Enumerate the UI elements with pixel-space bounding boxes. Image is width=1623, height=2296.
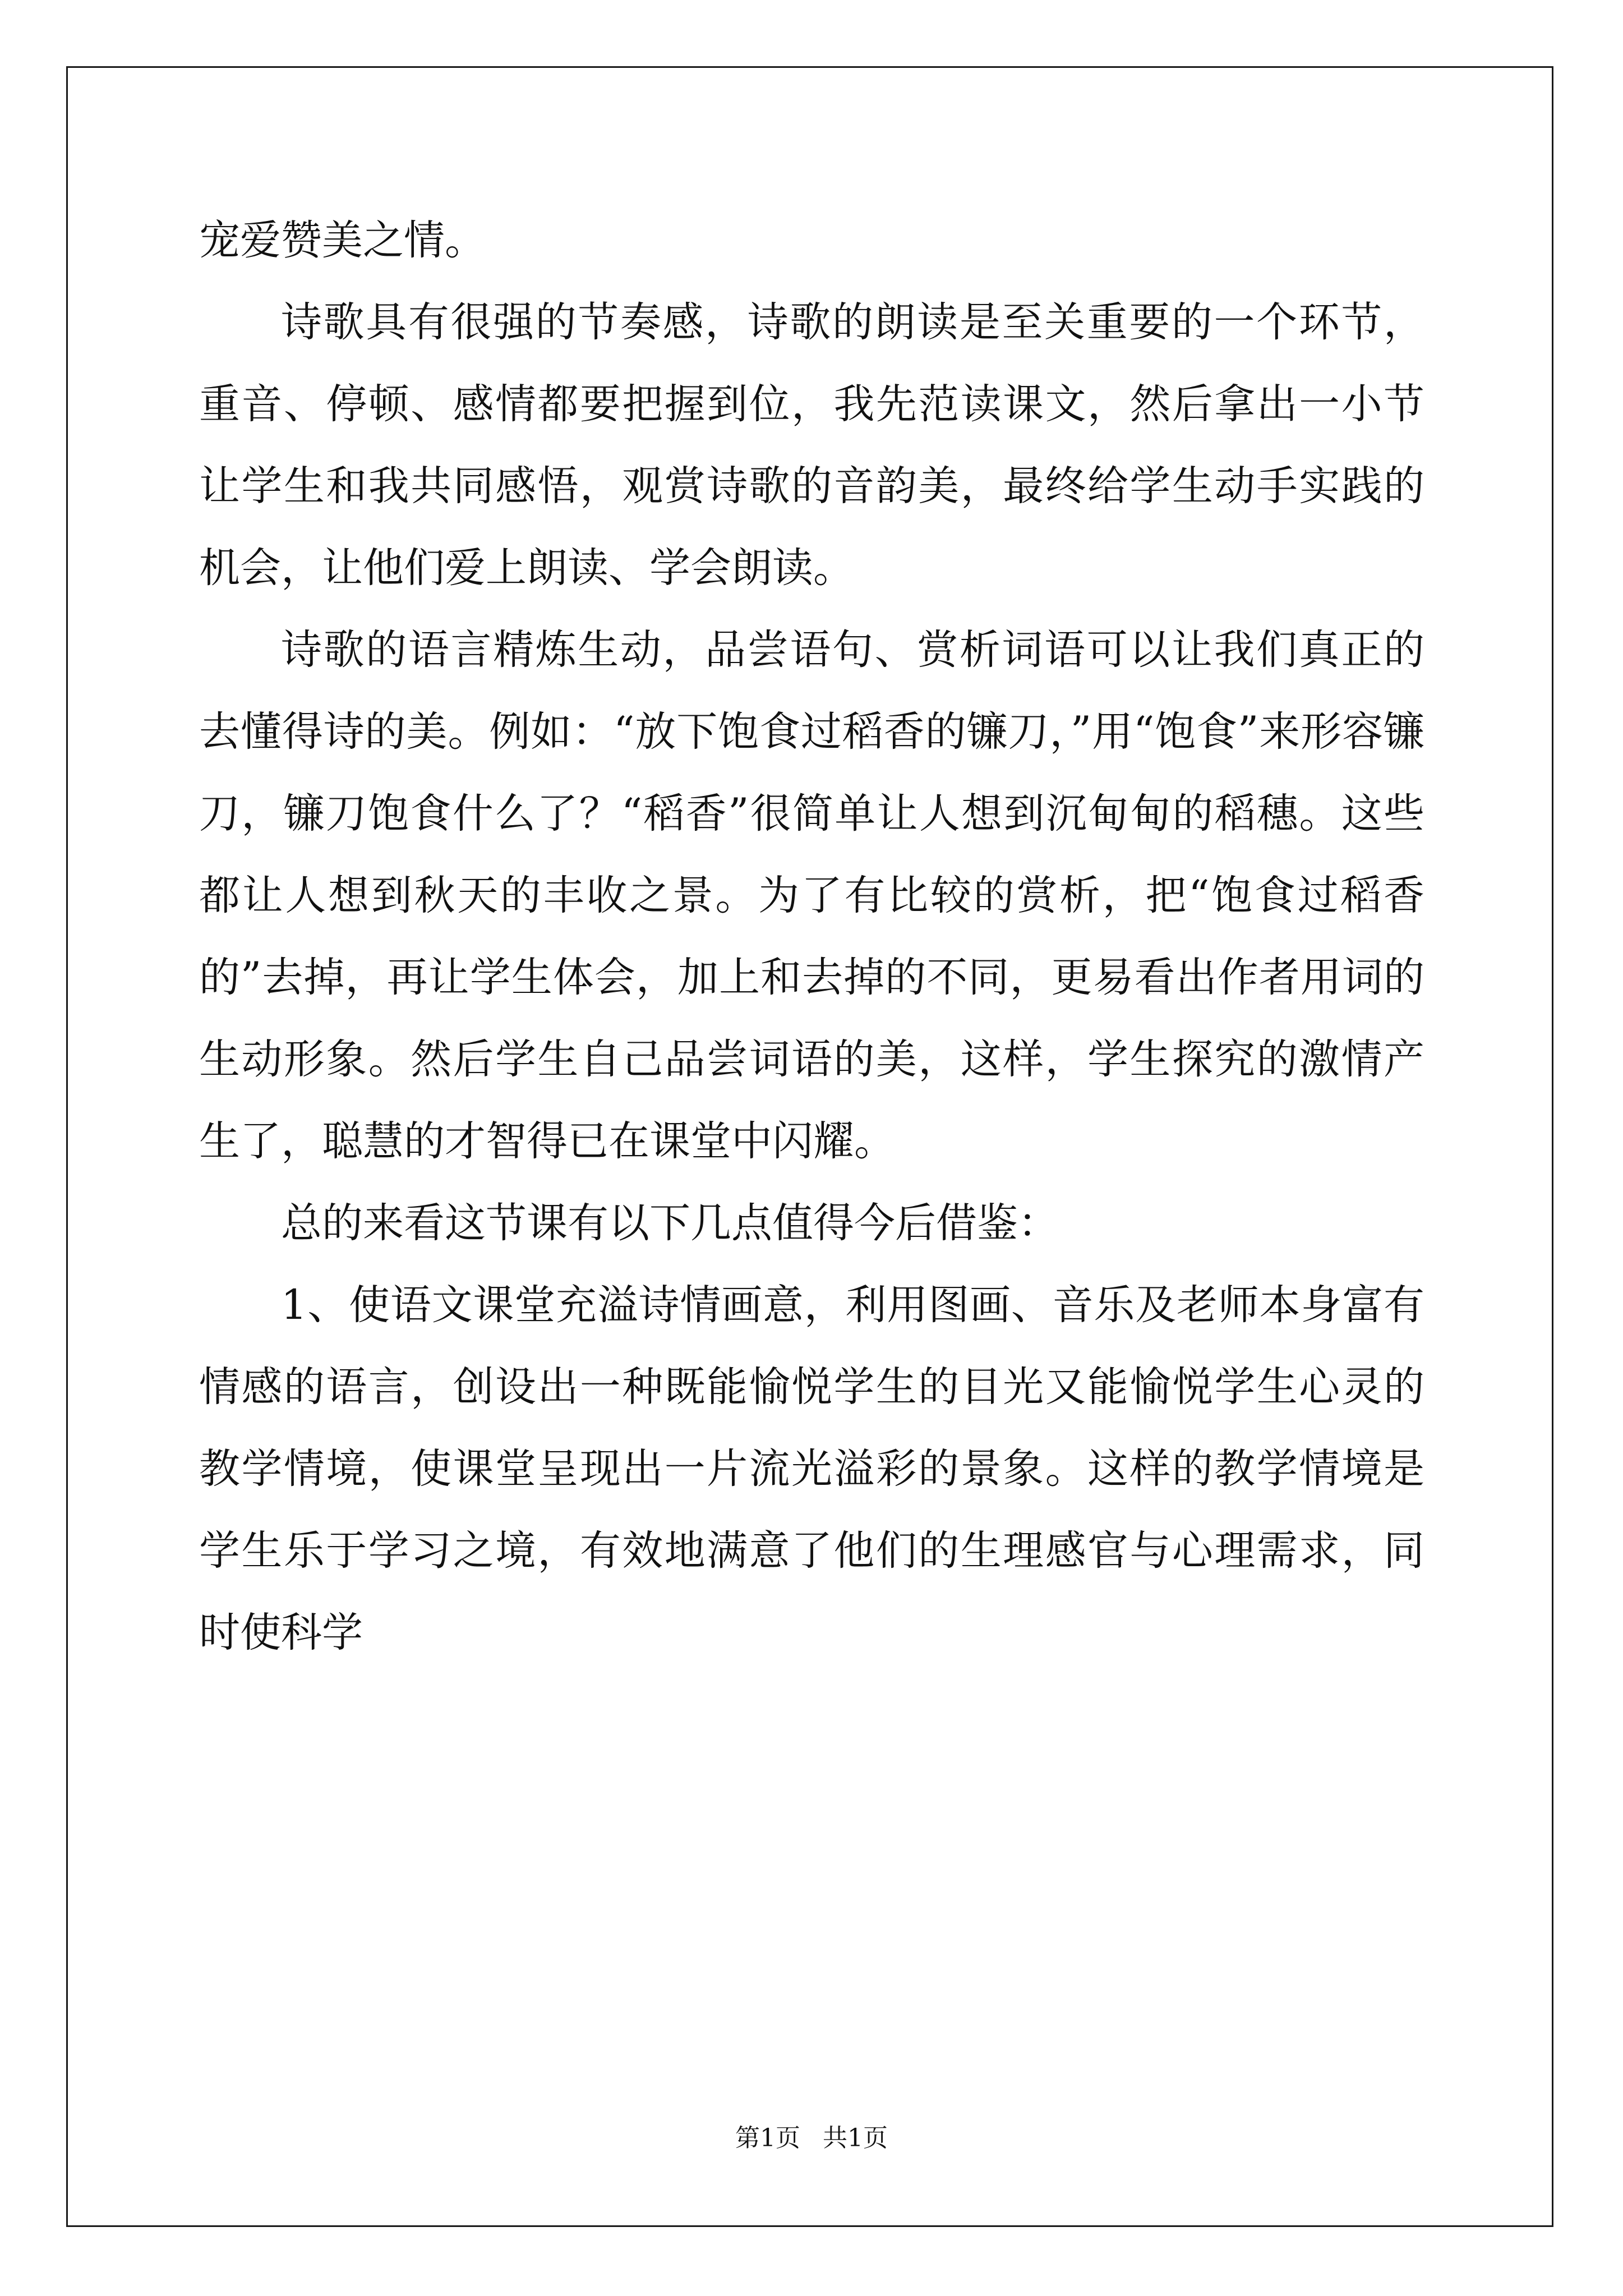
paragraph-2: 诗歌具有很强的节奏感，诗歌的朗读是至关重要的一个环节，重音、停顿、感情都要把握到位，我先范读课文，然后拿出一小节让学生和我共同感悟，观赏诗歌的音韵美，最终给学生动手实践的机会，让他们爱上朗读、学会朗读。 — [199, 298, 1424, 592]
page-footer — [0, 2122, 1623, 2155]
paragraph-1: 宠爱赞美之情。 — [199, 217, 486, 264]
page-number: 第1页 — [735, 2124, 800, 2152]
paragraph-5: 1、使语文课堂充溢诗情画意，利用图画、音乐及老师本身富有情感的语言，创设出一种既能愉悦学生的目光又能愉悦学生心灵的教学情境，使课堂呈现出一片流光溢彩的景象。这样的教学情境是学生乐于学习之境，有效地满意了他们的生理感官与心理需求，同时使科学 — [199, 1281, 1424, 1657]
paragraph-4: 总的来看这节课有以下几点值得今后借鉴： — [281, 1199, 1059, 1247]
page-total: 共1页 — [823, 2124, 888, 2152]
paragraph-3: 诗歌的语言精炼生动，品尝语句、赏析词语可以让我们真正的去懂得诗的美。例如：“放下饱食过稻香的镰刀，”用“饱食”来形容镰刀，镰刀饱食什么了？“稻香”很简单让人想到沉甸甸的稻穗。这些都让人想到秋天的丰收之景。为了有比较的赏析，把“饱食过稻香的”去掉，再让学生体会，加上和去掉的不同，更易看出作者用词的生动形象。然后学生自己品尝词语的美，这样，学生探究的激情产生了，聪慧的才智得已在课堂中闪耀。 — [199, 626, 1424, 1165]
document-body — [199, 200, 1424, 1674]
